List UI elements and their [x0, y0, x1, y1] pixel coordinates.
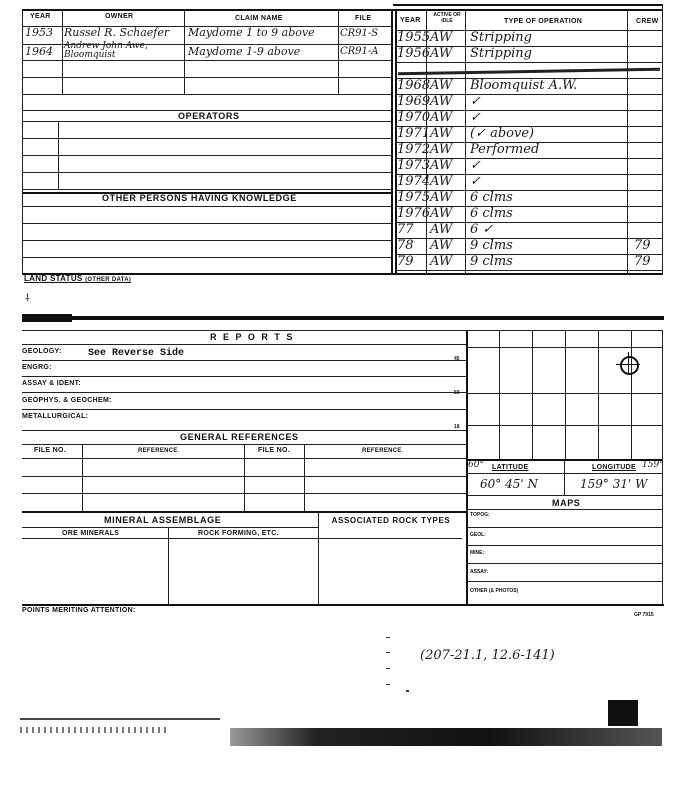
maps-heading: MAPS [552, 498, 581, 508]
ref-file-no-header: FILE NO. [34, 447, 66, 454]
file-cell: CR91-A [340, 46, 379, 57]
col-file-header: FILE [355, 15, 372, 22]
general-references-heading: GENERAL REFERENCES [180, 432, 299, 442]
operation-year-cell: 1971 [397, 126, 431, 141]
operation-type-cell: ✓ [470, 94, 481, 109]
operation-year-cell: 1974 [397, 174, 431, 189]
file-cell: CR91-S [340, 28, 379, 39]
points-meriting-label: POINTS MERITING ATTENTION: [22, 607, 136, 614]
crossed-out-row [398, 68, 660, 76]
col-active-idle-header: ACTIVE OR IDLE [433, 12, 461, 24]
land-status-mark: ⸸ [25, 293, 30, 304]
operation-year-cell: 1955 [397, 30, 431, 45]
operation-year-cell: 1973 [397, 158, 431, 173]
operation-status-cell: AW [430, 222, 453, 237]
number-50: 50 [454, 390, 460, 396]
operation-status-cell: AW [430, 174, 453, 189]
col-year-right-header: YEAR [400, 17, 421, 24]
operation-type-cell: Stripping [470, 30, 532, 45]
handwritten-reference-note: (207-21.1, 12.6-141) [420, 648, 555, 663]
operation-year-cell: 1975 [397, 190, 431, 205]
metallurgical-label: METALLURGICAL: [22, 413, 89, 420]
operation-type-cell: (✓ above) [470, 126, 535, 141]
latitude-value: 60° 45' N [480, 477, 538, 491]
geol-label: GEOL: [470, 532, 486, 538]
other-persons-heading: OTHER PERSONS HAVING KNOWLEDGE [102, 193, 297, 203]
operation-type-cell: ✓ [470, 174, 481, 189]
operation-status-cell: AW [430, 206, 453, 221]
operation-year-cell: 1970 [397, 110, 431, 125]
ref-reference-header-2: REFERENCE [362, 448, 402, 454]
owner-year-cell: 1964 [25, 45, 53, 58]
associated-rock-types-heading: ASSOCIATED ROCK TYPES [331, 516, 451, 525]
geology-label: GEOLOGY: [22, 348, 62, 355]
operation-status-cell: AW [430, 238, 453, 253]
other-photos-label: OTHER (& PHOTOS) [470, 588, 519, 594]
owner-name-cell: Russel R. Schaefer [64, 26, 170, 39]
operation-type-cell: Stripping [470, 46, 532, 61]
topog-label: TOPOG: [470, 512, 490, 518]
col-crew-header: CREW [636, 18, 659, 25]
operation-status-cell: AW [430, 30, 453, 45]
operation-type-cell: ✓ [470, 158, 481, 173]
location-marker-icon [620, 356, 639, 375]
engrg-label: ENGRG: [22, 364, 52, 371]
claim-name-cell: Maydome 1-9 above [188, 45, 301, 58]
form-code: GP 7915 [634, 612, 654, 618]
geophys-label: GEOPHYS. & GEOCHEM: [22, 397, 112, 404]
operation-year-cell: 1976 [397, 206, 431, 221]
latitude-label: LATITUDE [492, 464, 529, 471]
ref-file-no-header-2: FILE NO. [258, 447, 290, 454]
operation-type-cell: 9 clms [470, 238, 513, 253]
lat-prefix: 60° [468, 460, 484, 470]
operation-status-cell: AW [430, 190, 453, 205]
lon-suffix: 159° [642, 460, 664, 470]
assay-map-label: ASSAY: [470, 569, 489, 575]
operation-crew-cell: 79 [634, 238, 651, 253]
land-status-heading: LAND STATUS (OTHER DATA) [24, 274, 132, 283]
reports-heading: R E P O R T S [210, 332, 295, 342]
operation-year-cell: 1969 [397, 94, 431, 109]
owner-name-cell: Andrew John Awe, Bloomquist [64, 41, 148, 60]
operation-type-cell: Performed [470, 142, 540, 157]
operation-status-cell: AW [430, 158, 453, 173]
ref-reference-header: REFERENCE [138, 448, 178, 454]
operation-year-cell: 79 [397, 254, 414, 269]
col-claim-name-header: CLAIM NAME [235, 15, 283, 22]
operation-status-cell: AW [430, 126, 453, 141]
operation-status-cell: AW [430, 94, 453, 109]
operation-year-cell: 1956 [397, 46, 431, 61]
operation-type-cell: 6 clms [470, 206, 513, 221]
operation-status-cell: AW [430, 254, 453, 269]
operation-type-cell: 6 ✓ [470, 222, 494, 237]
operation-year-cell: 78 [397, 238, 414, 253]
operation-status-cell: AW [430, 142, 453, 157]
operation-status-cell: AW [430, 46, 453, 61]
mineral-assemblage-heading: MINERAL ASSEMBLAGE [104, 515, 222, 525]
longitude-value: 159° 31' W [580, 477, 648, 491]
claim-name-cell: Maydome 1 to 9 above [188, 26, 315, 39]
operation-year-cell: 77 [397, 222, 414, 237]
longitude-label: LONGITUDE [592, 464, 636, 471]
col-type-operation-header: TYPE OF OPERATION [504, 18, 583, 25]
operation-status-cell: AW [430, 78, 453, 93]
rock-forming-header: ROCK FORMING, ETC. [198, 530, 279, 537]
operators-heading: OPERATORS [178, 111, 240, 121]
assay-label: ASSAY & IDENT: [22, 380, 82, 387]
col-owner-header: OWNER [105, 13, 134, 20]
operation-type-cell: Bloomquist A.W. [470, 78, 578, 93]
number-45: 45 [454, 356, 460, 362]
mine-label: MINE: [470, 550, 485, 556]
operation-type-cell: 6 clms [470, 190, 513, 205]
operation-type-cell: 9 clms [470, 254, 513, 269]
operation-status-cell: AW [430, 110, 453, 125]
geology-value: See Reverse Side [88, 348, 185, 359]
operation-crew-cell: 79 [634, 254, 651, 269]
number-18: 18 [454, 424, 460, 430]
operation-type-cell: ✓ [470, 110, 481, 125]
operation-year-cell: 1968 [397, 78, 431, 93]
ore-minerals-header: ORE MINERALS [62, 530, 120, 537]
owner-year-cell: 1953 [25, 26, 53, 39]
operation-year-cell: 1972 [397, 142, 431, 157]
col-year-header: YEAR [30, 13, 51, 20]
